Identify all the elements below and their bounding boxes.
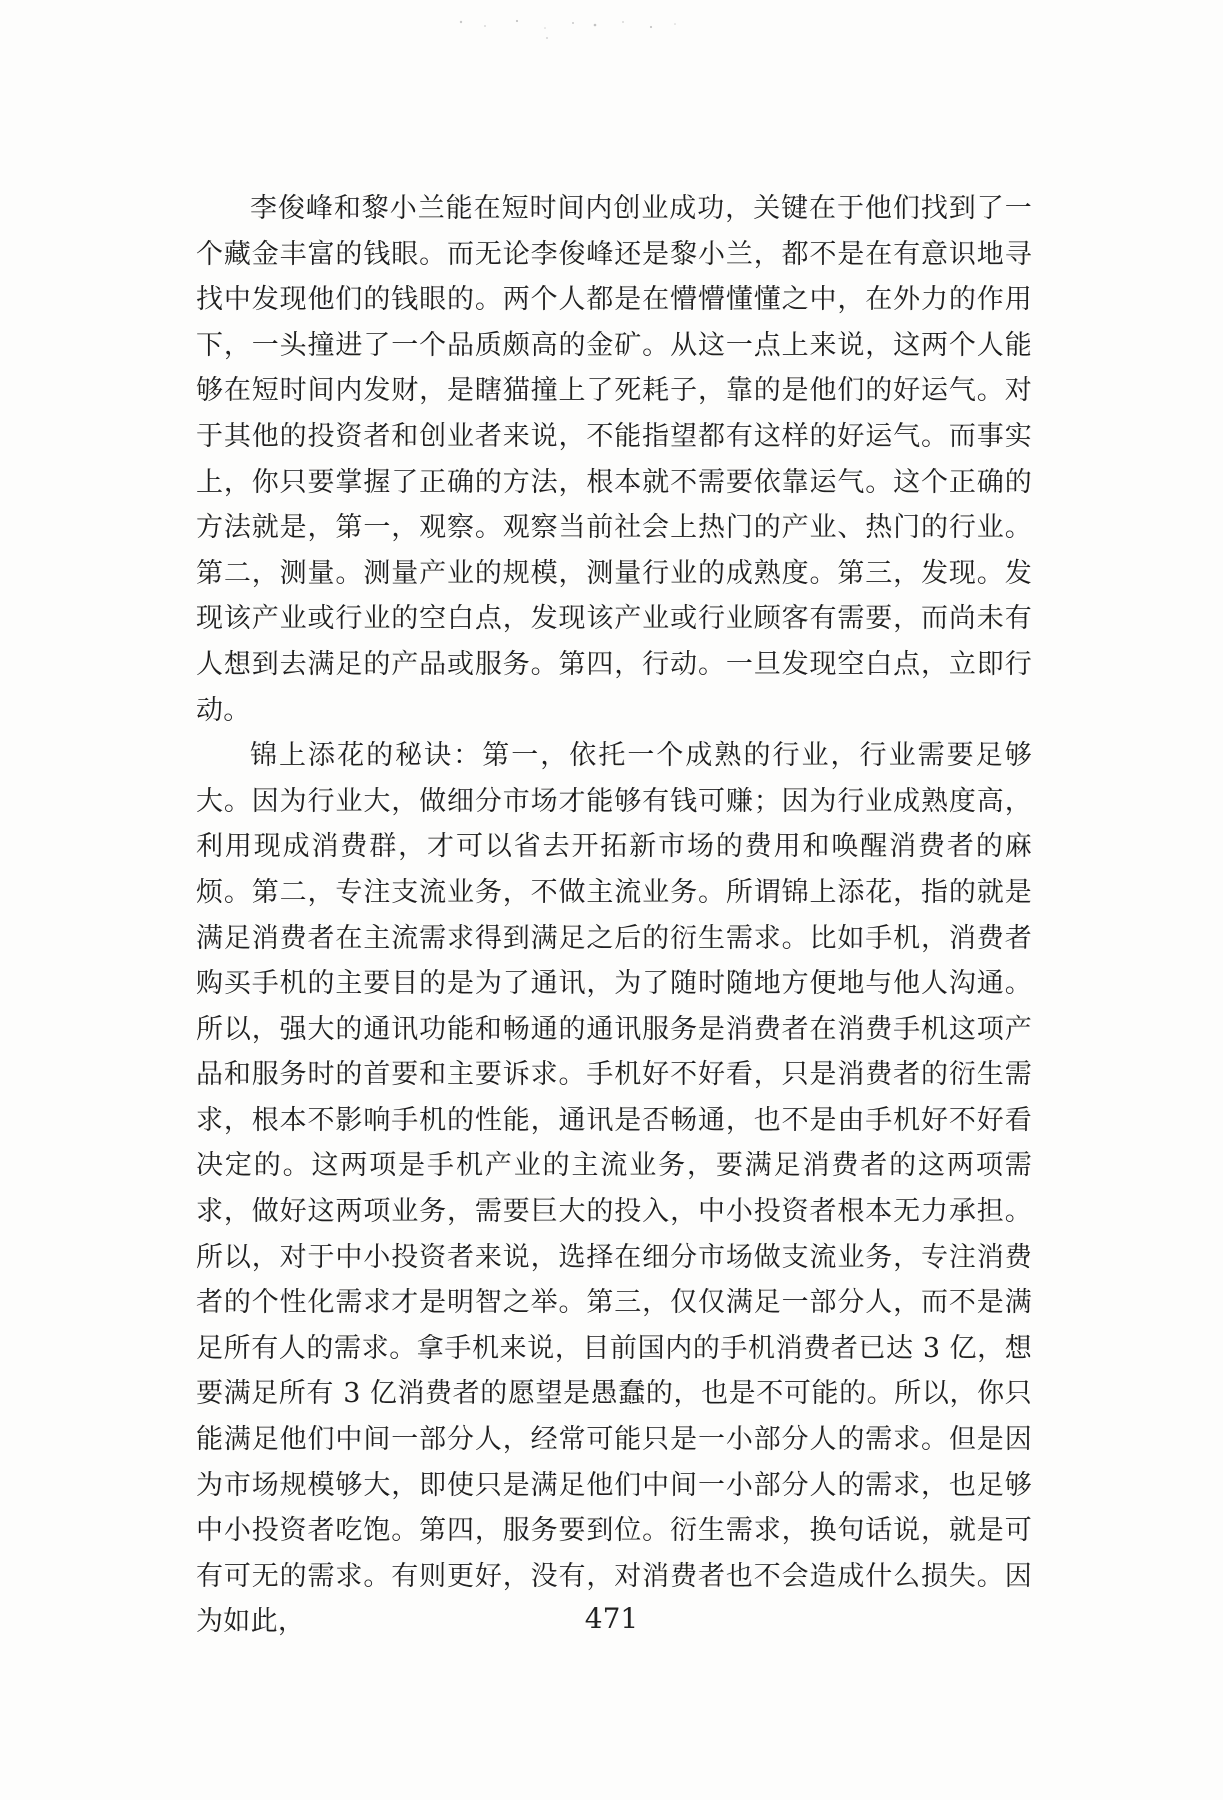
paragraph-2: 锦上添花的秘诀：第一，依托一个成熟的行业，行业需要足够大。因为行业大，做细分市场才能够有钱可赚；因为行业成熟度高，利用现成消费群，才可以省去开拓新市场的费用和唤醒消费者的麻烦。第二，专注支流业务，不做主流业务。所谓锦上添花，指的就是满足消费者在主流需求得到满足之后的衍生需求。比如手机，消费者购买手机的主要目的是为了通讯，为了随时随地方便地与他人沟通。所以，强大的通讯功能和畅通的通讯服务是消费者在消费手机这项产品和服务时的首要和主要诉求。手机好不好看，只是消费者的衍生需求，根本不影响手机的性能，通讯是否畅通，也不是由手机好不好看决定的。这两项是手机产业的主流业务，要满足消费者的这两项需求，做好这两项业务，需要巨大的投入，中小投资者根本无力承担。所以，对于中小投资者来说，选择在细分市场做支流业务，专注消费者的个性化需求才是明智之举。第三，仅仅满足一部分人，而不是满足所有人的需求。拿手机来说，目前国内的手机消费者已达 3 亿，想要满足所有 3 亿消费者的愿望是愚蠢的，也是不可能的。所以，你只能满足他们中间一部分人，经常可能只是一小部分人的需求。但是因为市场规模够大，即使只是满足他们中间一小部分人的需求，也足够中小投资者吃饱。第四，服务要到位。衍生需求，换句话说，就是可有可无的需求。有则更好，没有，对消费者也不会造成什么损失。因为如此，	[196, 740, 1032, 1638]
scan-artifact	[455, 14, 695, 42]
paragraph-1: 李俊峰和黎小兰能在短时间内创业成功，关键在于他们找到了一个藏金丰富的钱眼。而无论李俊峰还是黎小兰，都不是在有意识地寻找中发现他们的钱眼的。两个人都是在懵懵懂懂之中，在外力的作用下，一头撞进了一个品质颇高的金矿。从这一点上来说，这两个人能够在短时间内发财，是瞎猫撞上了死耗子，靠的是他们的好运气。对于其他的投资者和创业者来说，不能指望都有这样的好运气。而事实上，你只要掌握了正确的方法，根本就不需要依靠运气。这个正确的方法就是，第一，观察。观察当前社会上热门的产业、热门的行业。第二，测量。测量产业的规模，测量行业的成熟度。第三，发现。发现该产业或行业的空白点，发现该产业或行业顾客有需要，而尚未有人想到去满足的产品或服务。第四，行动。一旦发现空白点，立即行动。	[196, 193, 1032, 726]
page-number: 471	[584, 1602, 639, 1635]
body-text	[196, 186, 1032, 1645]
